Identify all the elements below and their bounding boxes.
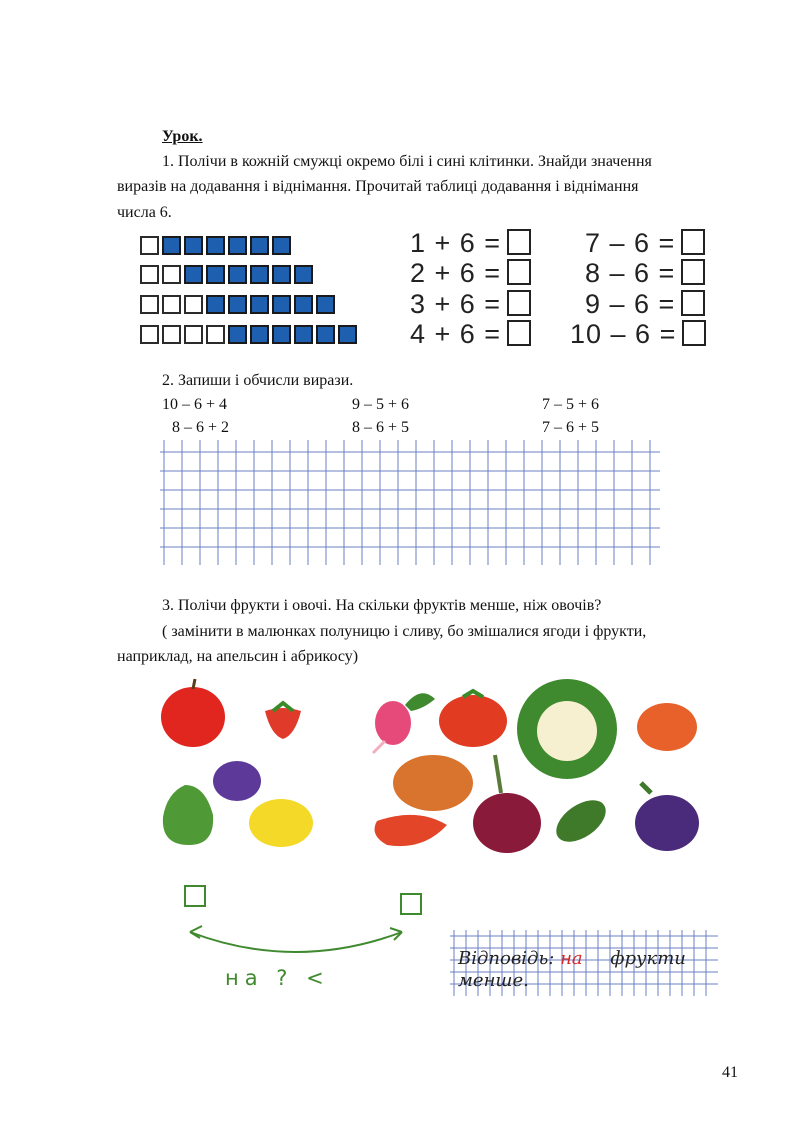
potato-icon — [393, 755, 473, 811]
fruits-vegetables-picture — [155, 675, 715, 865]
strawberry-icon — [265, 708, 301, 739]
answer-box[interactable] — [507, 290, 531, 316]
expr-1-1: 10 – 6 + 4 — [162, 396, 228, 413]
onion-icon — [637, 703, 697, 751]
task3-line3: наприклад, на апельсин і абрикосу) — [117, 648, 359, 665]
answer-box[interactable] — [681, 290, 705, 316]
diagram-label: на ? < — [225, 966, 330, 990]
cucumber-icon — [549, 792, 613, 850]
answer-line-1 — [458, 948, 686, 969]
strip-3 — [140, 293, 338, 315]
sub-expression-4: 10 – 6 = — [570, 319, 706, 350]
task1-line1: 1. Полічи в кожній смужці окремо білі і сині клітинки. Знайди значення — [162, 153, 652, 170]
sub-expression-3: 9 – 6 = — [585, 289, 705, 320]
answer-box[interactable] — [507, 259, 531, 285]
strip-1 — [140, 234, 294, 256]
task1-line2: виразів на додавання і віднімання. Прочитай таблиці додавання і віднімання — [117, 178, 639, 195]
vegetables-count-box — [401, 894, 421, 914]
expr-2-1: 8 – 6 + 2 — [172, 419, 230, 436]
expr-2-2: 8 – 6 + 5 — [352, 419, 410, 436]
answer-box[interactable] — [682, 320, 706, 346]
task3-line1: 3. Полічи фрукти і овочі. На скільки фруктів менше, ніж овочів? — [162, 597, 602, 614]
lemon-icon — [249, 799, 313, 847]
expr-1-2: 9 – 5 + 6 — [352, 396, 410, 413]
carrot-icon — [375, 815, 447, 846]
answer-line-2: менше. — [458, 970, 529, 991]
expr-2-3: 7 – 6 + 5 — [542, 419, 600, 436]
answer-box[interactable] — [681, 259, 705, 285]
task2-text: 2. Запиши і обчисли вирази. — [162, 372, 354, 389]
radish-icon — [375, 701, 411, 745]
plum-icon — [213, 761, 261, 801]
expr-1-3: 7 – 5 + 6 — [542, 396, 600, 413]
answer-box[interactable] — [507, 320, 531, 346]
beet-icon — [473, 793, 541, 853]
eggplant-icon — [635, 795, 699, 851]
pear-icon — [163, 785, 213, 845]
grid-paper[interactable] — [160, 440, 660, 565]
strip-4 — [140, 323, 360, 345]
answer-box[interactable] — [681, 229, 705, 255]
add-expression-2: 2 + 6 = — [410, 258, 531, 289]
answer-box[interactable] — [507, 229, 531, 255]
fruits-count-box — [185, 886, 205, 906]
apple-icon — [161, 687, 225, 747]
task1-line3: числа 6. — [117, 204, 172, 221]
answer-label: Відповідь: — [458, 948, 555, 969]
comparison-arrow — [190, 932, 402, 952]
add-expression-3: 3 + 6 = — [410, 289, 531, 320]
sub-expression-1: 7 – 6 = — [585, 228, 705, 259]
task3-line2: ( замінити в малюнках полуницю і сливу, бо змішалися ягоди і фрукти, — [162, 623, 647, 640]
tomato-icon — [439, 695, 507, 747]
sub-expression-2: 8 – 6 = — [585, 258, 705, 289]
strip-2 — [140, 263, 316, 285]
answer-rest: фрукти — [610, 948, 686, 969]
answer-word: на — [560, 948, 583, 969]
add-expression-4: 4 + 6 = — [410, 319, 531, 350]
page-number: 41 — [722, 1064, 738, 1081]
lesson-title: Урок. — [162, 128, 203, 145]
add-expression-1: 1 + 6 = — [410, 228, 531, 259]
